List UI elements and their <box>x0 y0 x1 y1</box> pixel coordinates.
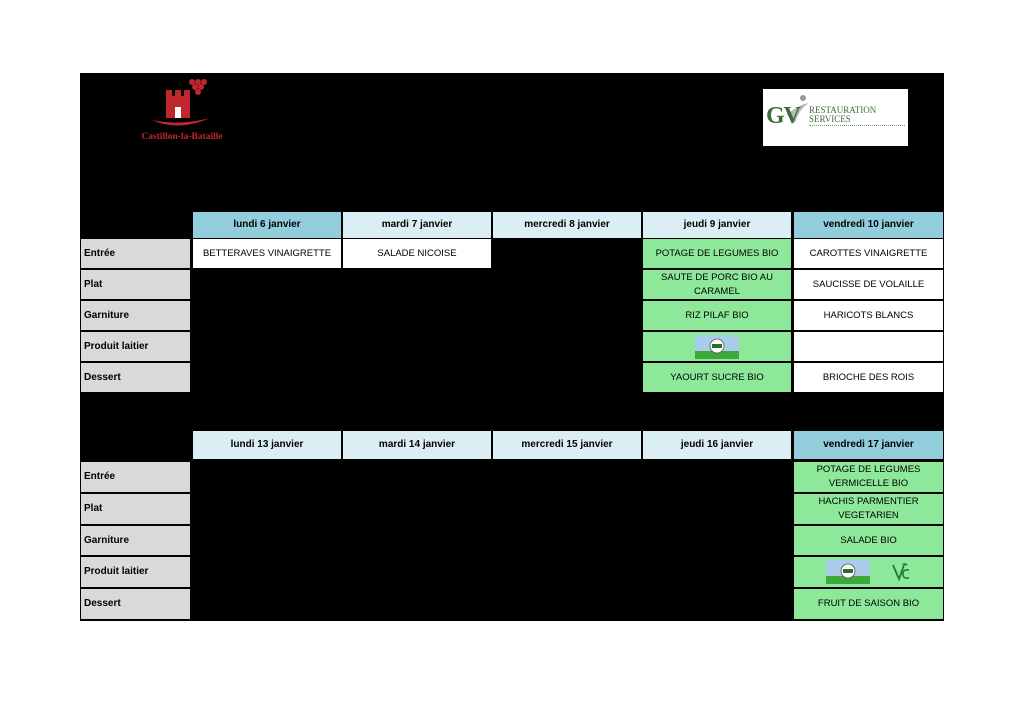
week1-day-header: mercredi 8 janvier <box>493 212 641 238</box>
caterer-name-line1: RESTAURATION <box>809 105 877 115</box>
menu-cell-jeudi-entree: POTAGE DE LEGUMES BIO <box>643 239 791 268</box>
row-label-entree: Entrée <box>81 239 190 268</box>
week2-day-header: jeudi 16 janvier <box>643 431 791 459</box>
week2-day-header: vendredi 17 janvier <box>794 431 943 459</box>
town-logo <box>118 76 246 144</box>
row-label-dessert: Dessert <box>81 363 190 392</box>
week2-day-header: mardi 14 janvier <box>343 431 491 459</box>
menu-cell-lundi-entree: BETTERAVES VINAIGRETTE <box>193 239 341 268</box>
menu-cell-jeudi-dessert: YAOURT SUCRE BIO <box>643 363 791 392</box>
menu-cell-vendredi-laitier <box>794 332 943 361</box>
caterer-letters: GV <box>766 103 800 129</box>
menu-cell-vendredi-dessert: FRUIT DE SAISON BIO <box>794 589 943 619</box>
week2-day-header: mercredi 15 janvier <box>493 431 641 459</box>
vegetarian-label-icon <box>890 561 912 583</box>
caterer-logo <box>763 89 908 146</box>
menu-cell-jeudi-plat: SAUTE DE PORC BIO AU CARAMEL <box>643 270 791 299</box>
row-label-dessert: Dessert <box>81 589 190 619</box>
caterer-tagline <box>809 125 905 129</box>
caterer-name-line2: SERVICES <box>809 114 851 124</box>
menu-cell-vendredi-garniture: SALADE BIO <box>794 526 943 555</box>
week1-day-header: jeudi 9 janvier <box>643 212 791 238</box>
menu-cell-vendredi-plat: HACHIS PARMENTIER VEGETARIEN <box>794 494 943 524</box>
menu-cell-jeudi-garniture: RIZ PILAF BIO <box>643 301 791 330</box>
week1-day-header: lundi 6 janvier <box>193 212 341 238</box>
menu-cell-vendredi-dessert: BRIOCHE DES ROIS <box>794 363 943 392</box>
menu-cell-vendredi-entree: POTAGE DE LEGUMES VERMICELLE BIO <box>794 462 943 492</box>
row-label-plat: Plat <box>81 494 190 524</box>
menu-cell-vendredi-garniture: HARICOTS BLANCS <box>794 301 943 330</box>
row-label-plat: Plat <box>81 270 190 299</box>
menu-cell-vendredi-entree: CAROTTES VINAIGRETTE <box>794 239 943 268</box>
town-name: Castillon-la-Bataille <box>141 132 223 142</box>
menu-cell-jeudi-laitier <box>643 332 791 361</box>
row-label-produit-laitier: Produit laitier <box>81 557 190 587</box>
row-label-produit-laitier: Produit laitier <box>81 332 190 361</box>
week1-day-header: vendredi 10 janvier <box>794 212 943 238</box>
row-label-entree: Entrée <box>81 462 190 492</box>
week1-day-header: mardi 7 janvier <box>343 212 491 238</box>
menu-cell-mardi-entree: SALADE NICOISE <box>343 239 491 268</box>
week2-day-header: lundi 13 janvier <box>193 431 341 459</box>
castle-icon <box>118 76 246 132</box>
bio-label-icon <box>695 335 739 359</box>
menu-cell-vendredi-plat: SAUCISSE DE VOLAILLE <box>794 270 943 299</box>
menu-cell-vendredi-laitier <box>794 557 943 587</box>
row-label-garniture: Garniture <box>81 526 190 555</box>
row-label-garniture: Garniture <box>81 301 190 330</box>
bio-label-icon <box>826 560 870 584</box>
